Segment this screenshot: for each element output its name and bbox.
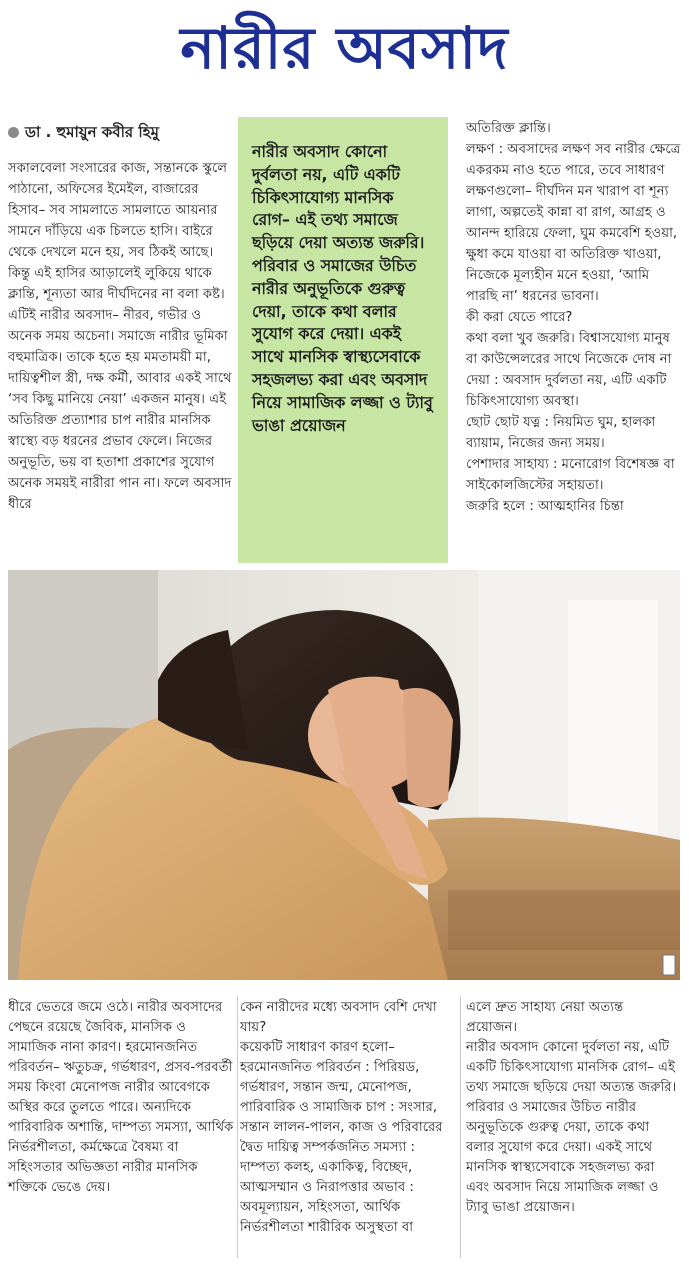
what-to-do-subheading: কী করা যেতে পারে?: [466, 310, 573, 325]
corner-mark-icon: [663, 955, 675, 975]
author-name: ডা . হুমায়ুন কবীর হিমু: [25, 123, 159, 141]
causes-paragraph: ধীরে ভেতরে জমে ওঠে। নারীর অবসাদের পেছনে রয়েছে জৈবিক, মানসিক ও সামাজিক নানা কারণ। হরমোনজনিত পরিবর্তন– ঋতুচক্র, গর্ভধারণ, প্রসব-পরবর্তী সময় কিংবা মেনোপজ নারীর আবেগকে অস্থির করে তুলতে পারে। অন্যদিকে পারিবারিক অশান্তি, দাম্পত্য সমস্যা, আর্থিক নির্ভরশীলতা, কর্মক্ষেত্রে বৈষম্য বা সহিংসতার অভিজ্ঞতা নারীর মানসিক শক্তিকে ভেঙে দেয়।: [8, 1000, 234, 1195]
talk-paragraph: কথা বলা খুব জরুরি। বিশ্বাসযোগ্য মানুষ বা কাউন্সেলরের সাথে নিজেকে দোষ না দেয়া : অবসাদ দুর্বলতা নয়, এটি একটি চিকিৎসাযোগ্য অবস্থা।: [466, 331, 672, 409]
pull-quote-box: [238, 117, 448, 563]
professional-help-paragraph: পেশাদার সাহায্য : মনোরোগ বিশেষজ্ঞ বা সাইকোলজিস্টের সহায়তা।: [466, 457, 675, 493]
bottom-column-2: [240, 998, 454, 1238]
article-column-1: [8, 158, 234, 515]
column-divider: [460, 996, 461, 1258]
bottom-column-3: [466, 998, 678, 1218]
symptoms-paragraph: লক্ষণ : অবসাদের লক্ষণ সব নারীর ক্ষেত্রে একরকম নাও হতে পারে, তবে সাধারণ লক্ষণগুলো– দীর্ঘদিন মন খারাপ বা শূন্য লাগা, অল্পতেই কান্না বা রাগ, আগ্রহ ও আনন্দ হারিয়ে ফেলা, ঘুম কমবেশি হওয়া, ক্ষুধা কমে যাওয়া বা অতিরিক্ত খাওয়া, নিজেকে মূল্যহীন মনে হওয়া, ‘আমি পারছি না’ ধরনের ভাবনা।: [466, 142, 681, 304]
bottom-column-1: [8, 998, 236, 1198]
common-causes-paragraph: কয়েকটি সাধারণ কারণ হলো– হরমোনজনিত পরিবর্তন : পিরিয়ড, গর্ভধারণ, সন্তান জন্ম, মেনোপজ, পারিবারিক ও সামাজিক চাপ : সংসার, সন্তান লালন-পালন, কাজ ও পরিবারের দ্বৈত দায়িত্ব সম্পর্কজনিত সমস্যা : দাম্পত্য কলহ, একাকিত্ব, বিচ্ছেদ, আত্মসম্মান ও নিরাপত্তার অভাব : অবমূল্যায়ন, সহিংসতা, আর্থিক নির্ভরশীলতা শারীরিক অসুস্থতা বা: [240, 1040, 443, 1235]
column-divider: [237, 996, 238, 1258]
self-care-paragraph: ছোট ছোট যত্ন : নিয়মিত ঘুম, হালকা ব্যায়াম, নিজের জন্য সময়।: [466, 415, 656, 451]
emergency-paragraph: জরুরি হলে : আত্মহানির চিন্তা: [466, 499, 624, 514]
urgent-help-paragraph: এলে দ্রুত সাহায্য নেয়া অত্যন্ত প্রয়োজন।: [466, 1000, 624, 1035]
article-column-3: [466, 118, 684, 517]
column-3-paragraph: অতিরিক্ত ক্লান্তি।: [466, 121, 551, 136]
article-headline: নারীর অবসাদ: [180, 14, 509, 82]
byline-bullet-icon: [8, 127, 19, 138]
pull-quote-text: নারীর অবসাদ কোনো দুর্বলতা নয়, এটি একটি চিকিৎসাযোগ্য মানসিক রোগ– এই তথ্য সমাজে ছড়িয়ে দেয়া অত্যন্ত জরুরি। পরিবার ও সমাজের উচিত নারীর অনুভূতিকে গুরুত্ব দেয়া, তাকে কথা বলার সুযোগ করে দেয়া। একই সাথে মানসিক স্বাস্থ্যসেবাকে সহজলভ্য করা এবং অবসাদ নিয়ে সামাজিক লজ্জা ও ট্যাবু ভাঙা প্রয়োজন: [252, 142, 433, 435]
conclusion-paragraph: নারীর অবসাদ কোনো দুর্বলতা নয়, এটি একটি চিকিৎসাযোগ্য মানসিক রোগ– এই তথ্য সমাজে ছড়িয়ে দেয়া অত্যন্ত জরুরি। পরিবার ও সমাজের উচিত নারীর অনুভূতিকে গুরুত্ব দেয়া, তাকে কথা বলার সুযোগ করে দেয়া। একই সাথে মানসিক স্বাস্থ্যসেবাকে সহজলভ্য করা এবং অবসাদ নিয়ে সামাজিক লজ্জা ও ট্যাবু ভাঙা প্রয়োজন।: [466, 1040, 677, 1215]
article-photo: [8, 570, 680, 980]
intro-paragraph: সকালবেলা সংসারের কাজ, সন্তানকে স্কুলে পাঠানো, অফিসের ইমেইল, বাজারের হিসাব– সব সামলাতে সামলাতে আয়নার সামনে দাঁড়িয়ে এক চিলতে হাসি। বাইরে থেকে দেখলে মনে হয়, সব ঠিকই আছে। কিন্তু এই হাসির আড়ালেই লুকিয়ে থাকে ক্লান্তি, শূন্যতা আর দীর্ঘদিনের না বলা কষ্ট। এটিই নারীর অবসাদ– নীরব, গভীর ও অনেক সময় অচেনা। সমাজে নারীর ভূমিকা বহুমাত্রিক। তাকে হতে হয় মমতাময়ী মা, দায়িত্বশীল স্ত্রী, দক্ষ কর্মী, আবার একই সাথে ‘সব কিছু মানিয়ে নেয়া’ একজন মানুষ। এই অতিরিক্ত প্রত্যাশার চাপ নারীর মানসিক স্বাস্থ্যে বড় ধরনের প্রভাব ফেলে। নিজের অনুভূতি, ভয় বা হতাশা প্রকাশের সুযোগ অনেক সময়ই নারীরা পান না। ফলে অবসাদ ধীরে: [8, 161, 232, 512]
distressed-woman-illustration: [8, 570, 680, 980]
author-byline: [8, 122, 236, 142]
why-subheading: কেন নারীদের মধ্যে অবসাদ বেশি দেখা যায়?: [240, 1000, 437, 1035]
